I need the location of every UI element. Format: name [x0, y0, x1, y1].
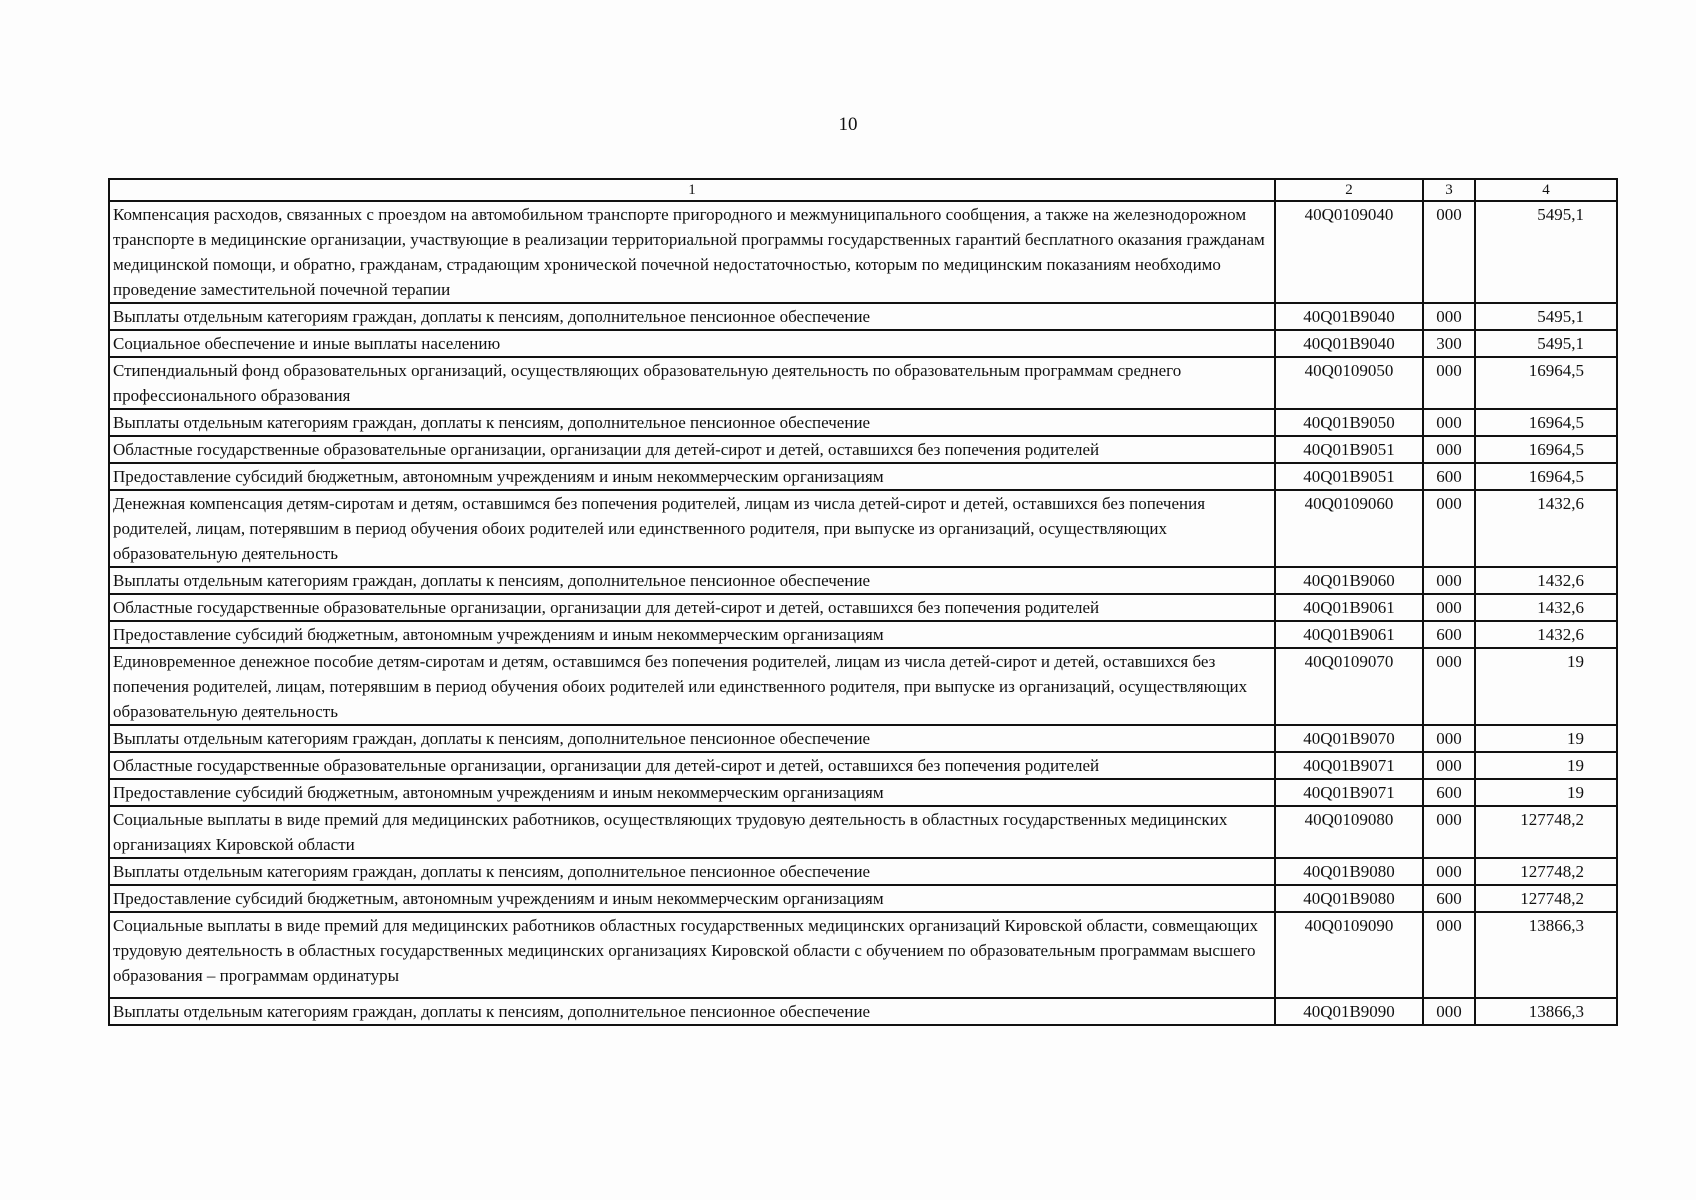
header-col-3: 3: [1423, 179, 1475, 201]
row-name-cell: Областные государственные образовательные организации, организации для детей-сирот и детей, оставшихся без попечения родителей: [109, 436, 1275, 463]
row-name-cell: Выплаты отдельным категориям граждан, доплаты к пенсиям, дополнительное пенсионное обеспечение: [109, 998, 1275, 1025]
row-sum-cell: 1432,6: [1475, 567, 1617, 594]
row-code-cell: 40Q0109040: [1275, 201, 1423, 303]
row-group-cell: 000: [1423, 725, 1475, 752]
row-code-cell: 40Q01B9071: [1275, 752, 1423, 779]
row-group-cell: 000: [1423, 998, 1475, 1025]
row-code-cell: 40Q01B9050: [1275, 409, 1423, 436]
header-col-1: 1: [109, 179, 1275, 201]
row-code-cell: 40Q01B9080: [1275, 858, 1423, 885]
row-group-cell: 300: [1423, 330, 1475, 357]
page-number: 10: [838, 114, 858, 135]
table-row: [109, 594, 1617, 621]
row-name-cell: Единовременное денежное пособие детям-сиротам и детям, оставшимся без попечения родителей, лицам из числа детей-сирот и детей, оставшихся без попечения родителей, лицам, потерявшим в период обучения обоих родителей или единственного родителя, при выпуске из организаций, осуществляющих образовательную деятельность: [109, 648, 1275, 725]
row-name-cell: Выплаты отдельным категориям граждан, доплаты к пенсиям, дополнительное пенсионное обеспечение: [109, 409, 1275, 436]
row-group-cell: 000: [1423, 490, 1475, 567]
table-row: [109, 648, 1617, 725]
row-group-cell: 000: [1423, 912, 1475, 998]
row-sum-cell: 1432,6: [1475, 594, 1617, 621]
row-sum-cell: 16964,5: [1475, 436, 1617, 463]
row-group-cell: 000: [1423, 201, 1475, 303]
table-row: [109, 330, 1617, 357]
row-sum-cell: 5495,1: [1475, 330, 1617, 357]
row-sum-cell: 19: [1475, 648, 1617, 725]
row-code-cell: 40Q0109090: [1275, 912, 1423, 998]
row-sum-cell: 19: [1475, 752, 1617, 779]
row-code-cell: 40Q01B9061: [1275, 594, 1423, 621]
row-code-cell: 40Q01B9051: [1275, 463, 1423, 490]
row-code-cell: 40Q01B9090: [1275, 998, 1423, 1025]
row-sum-cell: 19: [1475, 725, 1617, 752]
row-name-cell: Выплаты отдельным категориям граждан, доплаты к пенсиям, дополнительное пенсионное обеспечение: [109, 858, 1275, 885]
row-group-cell: 000: [1423, 409, 1475, 436]
table-row: [109, 201, 1617, 303]
row-group-cell: 600: [1423, 885, 1475, 912]
row-group-cell: 000: [1423, 648, 1475, 725]
row-name-cell: Социальные выплаты в виде премий для медицинских работников, осуществляющих трудовую деятельность в областных государственных медицинских организациях Кировской области: [109, 806, 1275, 858]
row-code-cell: 40Q0109070: [1275, 648, 1423, 725]
row-name-cell: Стипендиальный фонд образовательных организаций, осуществляющих образовательную деятельность по образовательным программам среднего профессионального образования: [109, 357, 1275, 409]
row-code-cell: 40Q0109060: [1275, 490, 1423, 567]
row-group-cell: 000: [1423, 752, 1475, 779]
row-name-cell: Предоставление субсидий бюджетным, автономным учреждениям и иным некоммерческим организациям: [109, 621, 1275, 648]
row-sum-cell: 5495,1: [1475, 303, 1617, 330]
row-code-cell: 40Q01B9061: [1275, 621, 1423, 648]
row-name-cell: Предоставление субсидий бюджетным, автономным учреждениям и иным некоммерческим организациям: [109, 779, 1275, 806]
row-group-cell: 600: [1423, 463, 1475, 490]
row-group-cell: 000: [1423, 806, 1475, 858]
row-sum-cell: 16964,5: [1475, 463, 1617, 490]
row-sum-cell: 127748,2: [1475, 806, 1617, 858]
row-name-cell: Денежная компенсация детям-сиротам и детям, оставшимся без попечения родителей, лицам из числа детей-сирот и детей, оставшихся без попечения родителей, лицам, потерявшим в период обучения обоих родителей или единственного родителя, при выпуске из организаций, осуществляющих образовательную деятельность: [109, 490, 1275, 567]
row-code-cell: 40Q01B9071: [1275, 779, 1423, 806]
row-name-cell: Компенсация расходов, связанных с проездом на автомобильном транспорте пригородного и межмуниципального сообщения, а также на железнодорожном транспорте в медицинские организации, участвующие в реализации территориальной программы государственных гарантий бесплатного оказания гражданам медицинской помощи, и обратно, гражданам, страдающим хронической почечной недостаточностью, которым по медицинским показаниям необходимо проведение заместительной почечной терапии: [109, 201, 1275, 303]
row-group-cell: 000: [1423, 594, 1475, 621]
table-row: [109, 357, 1617, 409]
row-sum-cell: 19: [1475, 779, 1617, 806]
header-row: [109, 179, 1617, 201]
row-name-cell: Социальное обеспечение и иные выплаты населению: [109, 330, 1275, 357]
row-group-cell: 000: [1423, 436, 1475, 463]
table-row: [109, 490, 1617, 567]
row-code-cell: 40Q01B9040: [1275, 330, 1423, 357]
row-code-cell: 40Q0109050: [1275, 357, 1423, 409]
row-group-cell: 600: [1423, 779, 1475, 806]
table-row: [109, 409, 1617, 436]
table-row: [109, 752, 1617, 779]
table-row: [109, 725, 1617, 752]
row-name-cell: Социальные выплаты в виде премий для медицинских работников областных государственных медицинских организаций Кировской области, совмещающих трудовую деятельность в областных государственных медицинских организациях Кировской области с обучением по образовательным программам высшего образования – программам ординатуры: [109, 912, 1275, 998]
row-sum-cell: 16964,5: [1475, 409, 1617, 436]
row-sum-cell: 1432,6: [1475, 490, 1617, 567]
header-col-2: 2: [1275, 179, 1423, 201]
row-group-cell: 000: [1423, 567, 1475, 594]
table-row: [109, 912, 1617, 998]
row-group-cell: 600: [1423, 621, 1475, 648]
row-sum-cell: 16964,5: [1475, 357, 1617, 409]
row-name-cell: Выплаты отдельным категориям граждан, доплаты к пенсиям, дополнительное пенсионное обеспечение: [109, 567, 1275, 594]
table-body: [109, 201, 1617, 1025]
row-code-cell: 40Q0109080: [1275, 806, 1423, 858]
row-name-cell: Предоставление субсидий бюджетным, автономным учреждениям и иным некоммерческим организациям: [109, 463, 1275, 490]
table-row: [109, 621, 1617, 648]
row-sum-cell: 13866,3: [1475, 998, 1617, 1025]
row-code-cell: 40Q01B9080: [1275, 885, 1423, 912]
header-col-4: 4: [1475, 179, 1617, 201]
row-sum-cell: 5495,1: [1475, 201, 1617, 303]
row-sum-cell: 127748,2: [1475, 885, 1617, 912]
row-group-cell: 000: [1423, 357, 1475, 409]
row-group-cell: 000: [1423, 858, 1475, 885]
row-code-cell: 40Q01B9070: [1275, 725, 1423, 752]
row-sum-cell: 13866,3: [1475, 912, 1617, 998]
table-row: [109, 303, 1617, 330]
table-row: [109, 806, 1617, 858]
table-row: [109, 567, 1617, 594]
row-code-cell: 40Q01B9060: [1275, 567, 1423, 594]
table-row: [109, 463, 1617, 490]
budget-table: [108, 178, 1618, 1026]
table-row: [109, 885, 1617, 912]
row-code-cell: 40Q01B9051: [1275, 436, 1423, 463]
row-name-cell: Предоставление субсидий бюджетным, автономным учреждениям и иным некоммерческим организациям: [109, 885, 1275, 912]
table-row: [109, 998, 1617, 1025]
table-row: [109, 779, 1617, 806]
row-name-cell: Областные государственные образовательные организации, организации для детей-сирот и детей, оставшихся без попечения родителей: [109, 752, 1275, 779]
table-row: [109, 858, 1617, 885]
row-sum-cell: 127748,2: [1475, 858, 1617, 885]
row-sum-cell: 1432,6: [1475, 621, 1617, 648]
row-code-cell: 40Q01B9040: [1275, 303, 1423, 330]
table-row: [109, 436, 1617, 463]
row-name-cell: Выплаты отдельным категориям граждан, доплаты к пенсиям, дополнительное пенсионное обеспечение: [109, 303, 1275, 330]
row-name-cell: Выплаты отдельным категориям граждан, доплаты к пенсиям, дополнительное пенсионное обеспечение: [109, 725, 1275, 752]
row-name-cell: Областные государственные образовательные организации, организации для детей-сирот и детей, оставшихся без попечения родителей: [109, 594, 1275, 621]
row-group-cell: 000: [1423, 303, 1475, 330]
